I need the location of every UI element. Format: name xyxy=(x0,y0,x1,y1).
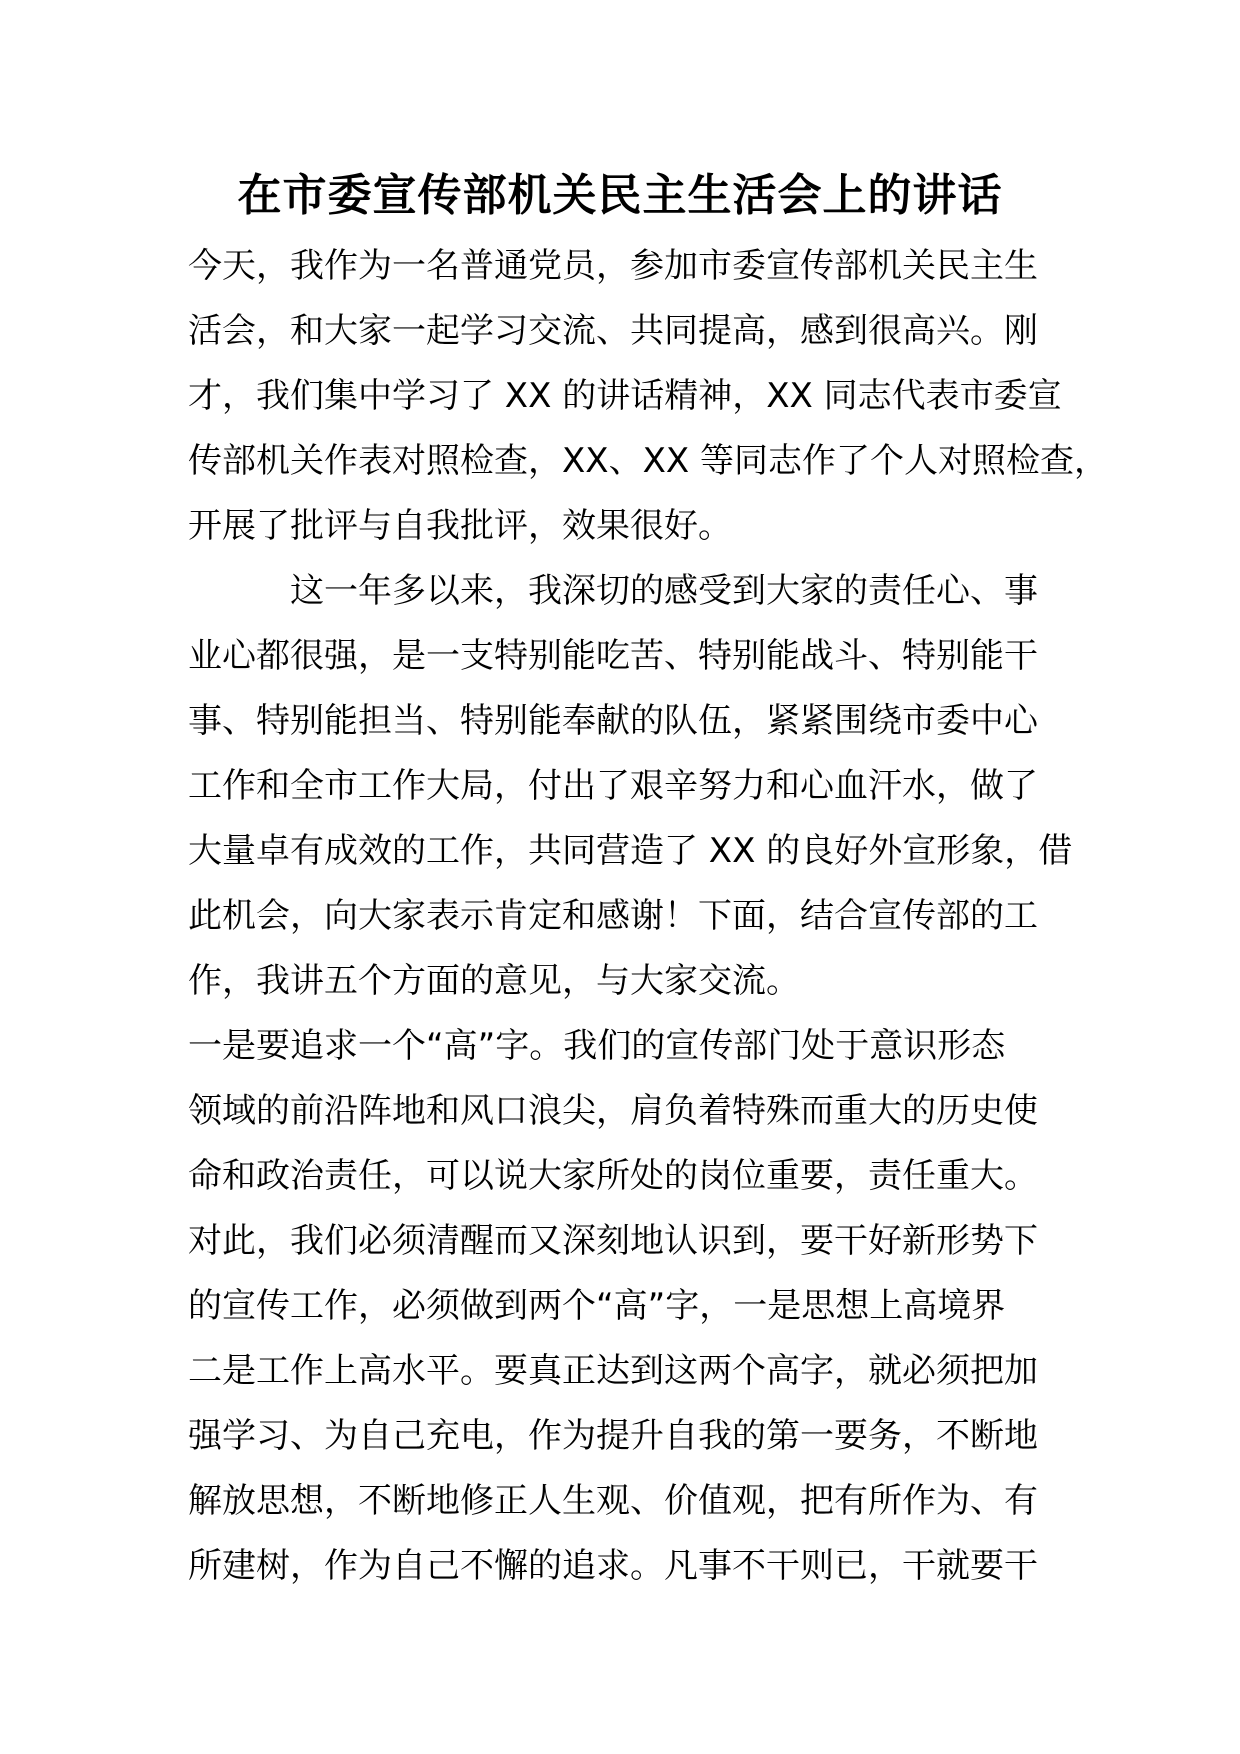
document-body xyxy=(188,234,1108,1599)
text-line: 活会，和大家一起学习交流、共同提高，感到很高兴。刚 xyxy=(188,311,1038,351)
text-line: 强学习、为自己充电，作为提升自我的第一要务，不断地 xyxy=(188,1416,1038,1456)
text-line: 所建树，作为自己不懈的追求。凡事不干则已，干就要干 xyxy=(188,1546,1038,1586)
text-line: 工作和全市工作大局，付出了艰辛努力和心血汗水，做了 xyxy=(188,766,1038,806)
text-line: 开展了批评与自我批评，效果很好。 xyxy=(188,506,732,546)
text-line: 这一年多以来，我深切的感受到大家的责任心、事 xyxy=(188,571,1038,611)
text-line: 今天，我作为一名普通党员，参加市委宣传部机关民主生 xyxy=(188,246,1038,286)
document-title: 在市委宣传部机关民主生活会上的讲话 xyxy=(237,170,1003,221)
text-line: 一是要追求一个“高”字。我们的宣传部门处于意识形态 xyxy=(188,1026,1006,1066)
text-line: 的宣传工作，必须做到两个“高”字，一是思想上高境界 xyxy=(188,1286,1006,1326)
text-line: 业心都很强，是一支特别能吃苦、特别能战斗、特别能干 xyxy=(188,636,1038,676)
text-line: 此机会，向大家表示肯定和感谢！下面，结合宣传部的工 xyxy=(188,896,1038,936)
text-line: 作，我讲五个方面的意见，与大家交流。 xyxy=(188,961,800,1001)
text-line: 大量卓有成效的工作，共同营造了 XX 的良好外宣形象，借 xyxy=(188,831,1073,871)
text-line: 命和政治责任，可以说大家所处的岗位重要，责任重大。 xyxy=(188,1156,1038,1196)
text-line: 对此，我们必须清醒而又深刻地认识到，要干好新形势下 xyxy=(188,1221,1038,1261)
text-line: 传部机关作表对照检查，XX、XX 等同志作了个人对照检查， xyxy=(188,441,1108,481)
text-line: 解放思想，不断地修正人生观、价值观，把有所作为、有 xyxy=(188,1481,1038,1521)
text-line: 领域的前沿阵地和风口浪尖，肩负着特殊而重大的历史使 xyxy=(188,1091,1038,1131)
text-line: 事、特别能担当、特别能奉献的队伍，紧紧围绕市委中心 xyxy=(188,701,1038,741)
text-line: 才，我们集中学习了 XX 的讲话精神，XX 同志代表市委宣 xyxy=(188,376,1062,416)
text-line: 二是工作上高水平。要真正达到这两个高字，就必须把加 xyxy=(188,1351,1038,1391)
